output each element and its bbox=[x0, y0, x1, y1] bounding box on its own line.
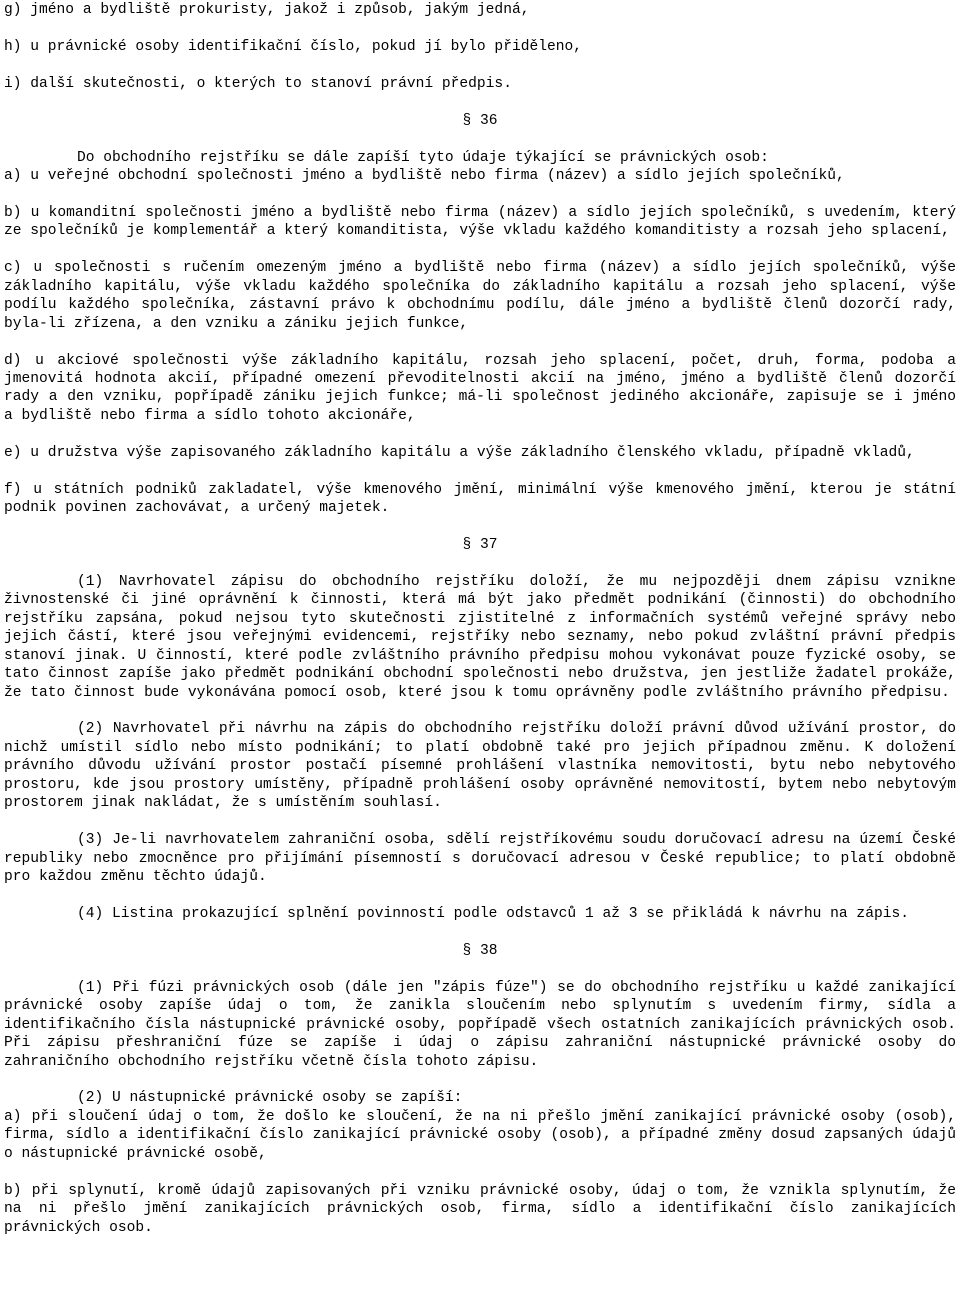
section-38-item-a: a) při sloučení údaj o tom, že došlo ke sloučení, že na ni přešlo jmění zanikající právnické osoby (osob), firma, sídlo a identifikační číslo zanikající právnické osoby (osob), a případné změny dosud zapsaných údajů o nástupnické právnické osobě, bbox=[4, 1108, 956, 1162]
section-heading-37: § 37 bbox=[462, 536, 498, 553]
section-36-item-d: d) u akciové společnosti výše základního kapitálu, rozsah jeho splacení, počet, druh, forma, podoba a jmenovitá hodnota akcií, případné omezení převoditelnosti akcií na jméno, jméno a bydliště členů dozorčí rady a den vzniku, popřípadě zániku jejich funkce; má-li společnost jediného akcionáře, zapisuje se i jméno a bydliště nebo firma a sídlo tohoto akcionáře, bbox=[4, 352, 956, 424]
list-item-h: h) u právnické osoby identifikační číslo, pokud jí bylo přiděleno, bbox=[4, 38, 583, 55]
section-heading-38: § 38 bbox=[462, 942, 498, 959]
list-item-g: g) jméno a bydliště prokuristy, jakož i způsob, jakým jedná, bbox=[4, 2, 530, 18]
section-37-paragraph-4: (4) Listina prokazující splnění povinností podle odstavců 1 až 3 se přikládá k návrhu na zápis. bbox=[77, 905, 909, 922]
section-37-paragraph-2: (2) Navrhovatel při návrhu na zápis do obchodního rejstříku doloží právní důvod užívání prostor, do nichž umístil sídlo nebo místo podnikání; to platí obdobně také pro jejich případnou změnu. K doložení právního důvodu užívání prostor postačí písemné prohlášení vlastníka nemovitosti, bytu nebo nebytového prostoru, kde jsou prostory umístěny, případně prohlášení osoby oprávněné nemovitostí, bytem nebo nebytovým prostorem jinak nakládat, že s umístěním souhlasí. bbox=[4, 721, 956, 812]
section-36-item-a: a) u veřejné obchodní společnosti jméno a bydliště nebo firma (název) a sídlo jejích společníků, bbox=[4, 168, 845, 185]
section-38-paragraph-2-heading: (2) U nástupnické právnické osoby se zapíší: bbox=[77, 1090, 463, 1107]
list-item-i: i) další skutečnosti, o kterých to stanoví právní předpis. bbox=[4, 75, 512, 92]
section-38-item-b: b) při splynutí, kromě údajů zapisovaných při vzniku právnické osoby, údaj o tom, že vznikla splynutím, že na ni přešlo jmění zanikajících právnických osob, firma, sídlo a identifikační číslo zanikajících právnických osob. bbox=[4, 1182, 956, 1236]
section-heading-36: § 36 bbox=[462, 112, 498, 129]
section-36-intro: Do obchodního rejstříku se dále zapíší tyto údaje týkající se právnických osob: bbox=[77, 149, 769, 166]
section-36-item-b: b) u komanditní společnosti jméno a bydliště nebo firma (název) a sídlo jejích společníků, s uvedením, který ze společníků je komplementář a který komanditista, výše vkladu každého komanditisty a rozsah jeho splacení, bbox=[4, 204, 956, 240]
section-36-item-f: f) u státních podniků zakladatel, výše kmenového jmění, minimální výše kmenového jmění, kterou je státní podnik povinen zachovávat, a určený majetek. bbox=[4, 481, 956, 517]
section-36-item-c: c) u společnosti s ručením omezeným jméno a bydliště nebo firma (název) a sídlo jejích společníků, výše základního kapitálu, výše vkladu každého společníka do základního kapitálu a rozsah jeho splacení, výše podílu každého společníka, zástavní právo k obchodnímu podílu, dále jméno a bydliště členů dozorčí rady, byla-li zřízena, a den vzniku a zániku jejich funkce, bbox=[4, 260, 956, 332]
section-37-paragraph-3: (3) Je-li navrhovatelem zahraniční osoba, sdělí rejstříkovému soudu doručovací adresu na území České republiky nebo zmocněnce pro přijímání písemností s doručovací adresou v České republice; to platí obdobně pro každou změnu těchto údajů. bbox=[4, 832, 956, 886]
section-36-item-e: e) u družstva výše zapisovaného základního kapitálu a výše základního členského vkladu, případně vkladů, bbox=[4, 444, 915, 461]
section-37-paragraph-1: (1) Navrhovatel zápisu do obchodního rejstříku doloží, že mu nejpozději dnem zápisu vznikne živnostenské či jiné oprávnění k činnosti, která má být jako předmět podnikání (činnosti) do obchodního rejstříku zapsána, pokud nejsou tyto skutečnosti zjistitelné z informačních systémů veřejné správy nebo jejich částí, které jsou veřejnými evidencemi, rejstříky nebo seznamy, nebo pokud zvláštní právní předpis stanoví jinak. U činností, které podle zvláštního právního předpisu mohou vykonávat pouze fyzické osoby, se tato činnost zapíše jako předmět podnikání obchodní společnosti nebo družstva, jen jestliže žadatel prokáže, že tato činnost bude vykonávána pomocí osob, které jsou k tomu oprávněny podle zvláštního právního předpisu. bbox=[4, 573, 956, 701]
section-38-paragraph-1: (1) Při fúzi právnických osob (dále jen "zápis fúze") se do obchodního rejstříku u každé zanikající právnické osoby zapíše údaj o tom, že zanikla sloučením nebo splynutím s uvedením firmy, sídla a identifikačního čísla nástupnické právnické osoby, popřípadě všech ostatních zanikajících právnických osob. Při zápisu přeshraniční fúze se zapíše i údaj o zápisu zahraniční nástupnické právnické osoby do zahraničního obchodního rejstříku včetně čísla tohoto zápisu. bbox=[4, 979, 956, 1070]
